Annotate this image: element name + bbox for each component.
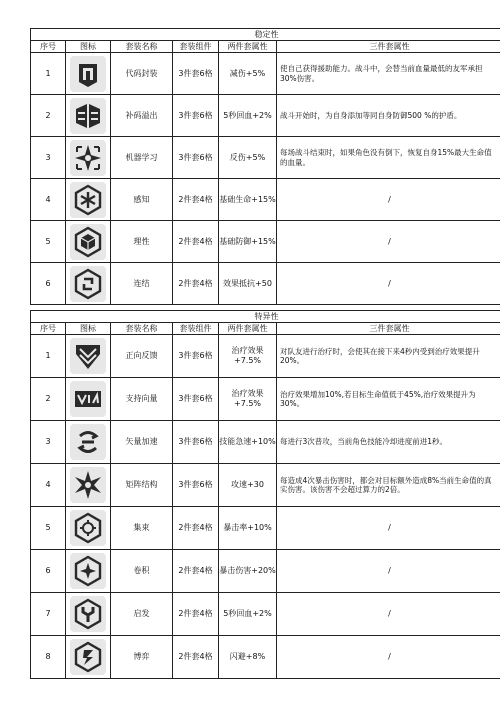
three-piece-bonus: 战斗开始时，为自身添加等同自身防御500 %的护盾。 bbox=[277, 95, 500, 137]
set-parts: 2件套4格 bbox=[173, 221, 219, 263]
set-name: 连结 bbox=[111, 263, 173, 305]
two-piece-bonus: 5秒回血+2% bbox=[219, 593, 277, 636]
table-row bbox=[31, 464, 500, 507]
specificity-set-table bbox=[30, 310, 500, 679]
table-row bbox=[31, 263, 500, 305]
table-row bbox=[31, 593, 500, 636]
table-row bbox=[31, 95, 500, 137]
row-number: 1 bbox=[31, 53, 66, 95]
row-number: 2 bbox=[31, 95, 66, 137]
icon-cell bbox=[66, 95, 111, 137]
header-two-piece: 两件套属性 bbox=[219, 41, 277, 53]
icon-cell bbox=[66, 263, 111, 305]
table-row bbox=[31, 53, 500, 95]
row-number: 3 bbox=[31, 137, 66, 179]
row-number: 3 bbox=[31, 421, 66, 464]
set-parts: 3件套6格 bbox=[173, 378, 219, 421]
set-name: 博弈 bbox=[111, 636, 173, 679]
three-piece-bonus: / bbox=[277, 263, 500, 305]
header-parts: 套装组件 bbox=[173, 41, 219, 53]
icon-cell bbox=[66, 593, 111, 636]
section-title: 特异性 bbox=[31, 311, 500, 323]
row-number: 6 bbox=[31, 550, 66, 593]
crosshair-icon bbox=[70, 140, 106, 176]
header-parts: 套装组件 bbox=[173, 323, 219, 335]
two-piece-bonus: 暴击率+10% bbox=[219, 507, 277, 550]
icon-cell bbox=[66, 221, 111, 263]
table-row bbox=[31, 137, 500, 179]
two-piece-bonus: 暴击伤害+20% bbox=[219, 550, 277, 593]
hex-wrench-icon bbox=[70, 596, 106, 632]
two-piece-bonus: 技能急速+10% bbox=[219, 421, 277, 464]
set-name: 正向反馈 bbox=[111, 335, 173, 378]
three-piece-bonus: 每场战斗结束时，如果角色没有倒下，恢复自身15%最大生命值的血量。 bbox=[277, 137, 500, 179]
set-parts: 2件套4格 bbox=[173, 636, 219, 679]
header-no: 序号 bbox=[31, 41, 66, 53]
set-parts: 2件套4格 bbox=[173, 263, 219, 305]
icon-cell bbox=[66, 335, 111, 378]
set-parts: 3件套6格 bbox=[173, 53, 219, 95]
set-name: 矢量加速 bbox=[111, 421, 173, 464]
row-number: 4 bbox=[31, 179, 66, 221]
star-burst-icon bbox=[70, 467, 106, 503]
table-row bbox=[31, 378, 500, 421]
mask-emblem-icon bbox=[70, 56, 106, 92]
hex-cube-icon bbox=[70, 224, 106, 260]
vector-sign-icon bbox=[70, 381, 106, 417]
icon-cell bbox=[66, 507, 111, 550]
table-row bbox=[31, 421, 500, 464]
three-piece-bonus: / bbox=[277, 636, 500, 679]
two-piece-bonus: 基础生命+15% bbox=[219, 179, 277, 221]
set-name: 代码封装 bbox=[111, 53, 173, 95]
three-piece-bonus: 对队友进行治疗时，会使其在接下来4秒内受到治疗效果提升20%。 bbox=[277, 335, 500, 378]
hex-target-icon bbox=[70, 510, 106, 546]
icon-cell bbox=[66, 421, 111, 464]
set-name: 矩阵结构 bbox=[111, 464, 173, 507]
icon-cell bbox=[66, 378, 111, 421]
three-piece-bonus: / bbox=[277, 593, 500, 636]
row-number: 1 bbox=[31, 335, 66, 378]
row-number: 7 bbox=[31, 593, 66, 636]
row-number: 5 bbox=[31, 221, 66, 263]
stability-set-table bbox=[30, 28, 500, 305]
three-piece-bonus: 治疗效果增加10%,若目标生命值低于45%,治疗效果提升为30%。 bbox=[277, 378, 500, 421]
two-piece-bonus: 减伤+5% bbox=[219, 53, 277, 95]
set-name: 支持向量 bbox=[111, 378, 173, 421]
hex-star-icon bbox=[70, 553, 106, 589]
three-piece-bonus: 每进行3次普攻，当前角色技能冷却进度前进1秒。 bbox=[277, 421, 500, 464]
two-piece-bonus: 基础防御+15% bbox=[219, 221, 277, 263]
set-parts: 2件套4格 bbox=[173, 179, 219, 221]
set-name: 卷积 bbox=[111, 550, 173, 593]
header-icon: 图标 bbox=[66, 323, 111, 335]
chevron-shield-icon bbox=[70, 338, 106, 374]
icon-cell bbox=[66, 53, 111, 95]
row-number: 4 bbox=[31, 464, 66, 507]
three-piece-bonus: 每造成4次暴击伤害时，都会对目标额外造成8%当前生命值的真实伤害。该伤害不会超过算力的2倍。 bbox=[277, 464, 500, 507]
icon-cell bbox=[66, 636, 111, 679]
set-name: 启发 bbox=[111, 593, 173, 636]
hex-link-icon bbox=[70, 266, 106, 302]
icon-cell bbox=[66, 137, 111, 179]
set-parts: 2件套4格 bbox=[173, 550, 219, 593]
two-piece-bonus: 效果抵抗+50 bbox=[219, 263, 277, 305]
hex-bolt-icon bbox=[70, 639, 106, 675]
table-row bbox=[31, 550, 500, 593]
three-piece-bonus: / bbox=[277, 550, 500, 593]
icon-cell bbox=[66, 179, 111, 221]
set-name: 补码溢出 bbox=[111, 95, 173, 137]
two-piece-bonus: 治疗效果+7.5% bbox=[219, 335, 277, 378]
split-core-icon bbox=[70, 98, 106, 134]
header-name: 套装名称 bbox=[111, 323, 173, 335]
row-number: 2 bbox=[31, 378, 66, 421]
set-parts: 3件套6格 bbox=[173, 335, 219, 378]
two-piece-bonus: 闪避+8% bbox=[219, 636, 277, 679]
set-name: 理性 bbox=[111, 221, 173, 263]
set-parts: 3件套6格 bbox=[173, 137, 219, 179]
header-three-piece: 三件套属性 bbox=[277, 323, 500, 335]
set-parts: 3件套6格 bbox=[173, 421, 219, 464]
table-row bbox=[31, 335, 500, 378]
three-piece-bonus: / bbox=[277, 507, 500, 550]
table-row bbox=[31, 507, 500, 550]
table-row bbox=[31, 636, 500, 679]
header-two-piece: 两件套属性 bbox=[219, 323, 277, 335]
two-piece-bonus: 治疗效果+7.5% bbox=[219, 378, 277, 421]
swirl-arrows-icon bbox=[70, 424, 106, 460]
two-piece-bonus: 反伤+5% bbox=[219, 137, 277, 179]
table-row bbox=[31, 221, 500, 263]
header-three-piece: 三件套属性 bbox=[277, 41, 500, 53]
set-name: 感知 bbox=[111, 179, 173, 221]
icon-cell bbox=[66, 550, 111, 593]
set-parts: 2件套4格 bbox=[173, 507, 219, 550]
two-piece-bonus: 5秒回血+2% bbox=[219, 95, 277, 137]
section-title: 稳定性 bbox=[31, 29, 500, 41]
header-name: 套装名称 bbox=[111, 41, 173, 53]
set-parts: 3件套6格 bbox=[173, 95, 219, 137]
set-name: 机器学习 bbox=[111, 137, 173, 179]
header-no: 序号 bbox=[31, 323, 66, 335]
set-parts: 3件套6格 bbox=[173, 464, 219, 507]
set-parts: 2件套4格 bbox=[173, 593, 219, 636]
icon-cell bbox=[66, 464, 111, 507]
three-piece-bonus: / bbox=[277, 179, 500, 221]
row-number: 5 bbox=[31, 507, 66, 550]
three-piece-bonus: 使自己获得援助能力。战斗中，会替当前血量最低的友军承担30%伤害。 bbox=[277, 53, 500, 95]
set-name: 集束 bbox=[111, 507, 173, 550]
row-number: 6 bbox=[31, 263, 66, 305]
table-row bbox=[31, 179, 500, 221]
header-icon: 图标 bbox=[66, 41, 111, 53]
row-number: 8 bbox=[31, 636, 66, 679]
two-piece-bonus: 攻速+30 bbox=[219, 464, 277, 507]
hex-snowflake-icon bbox=[70, 182, 106, 218]
three-piece-bonus: / bbox=[277, 221, 500, 263]
